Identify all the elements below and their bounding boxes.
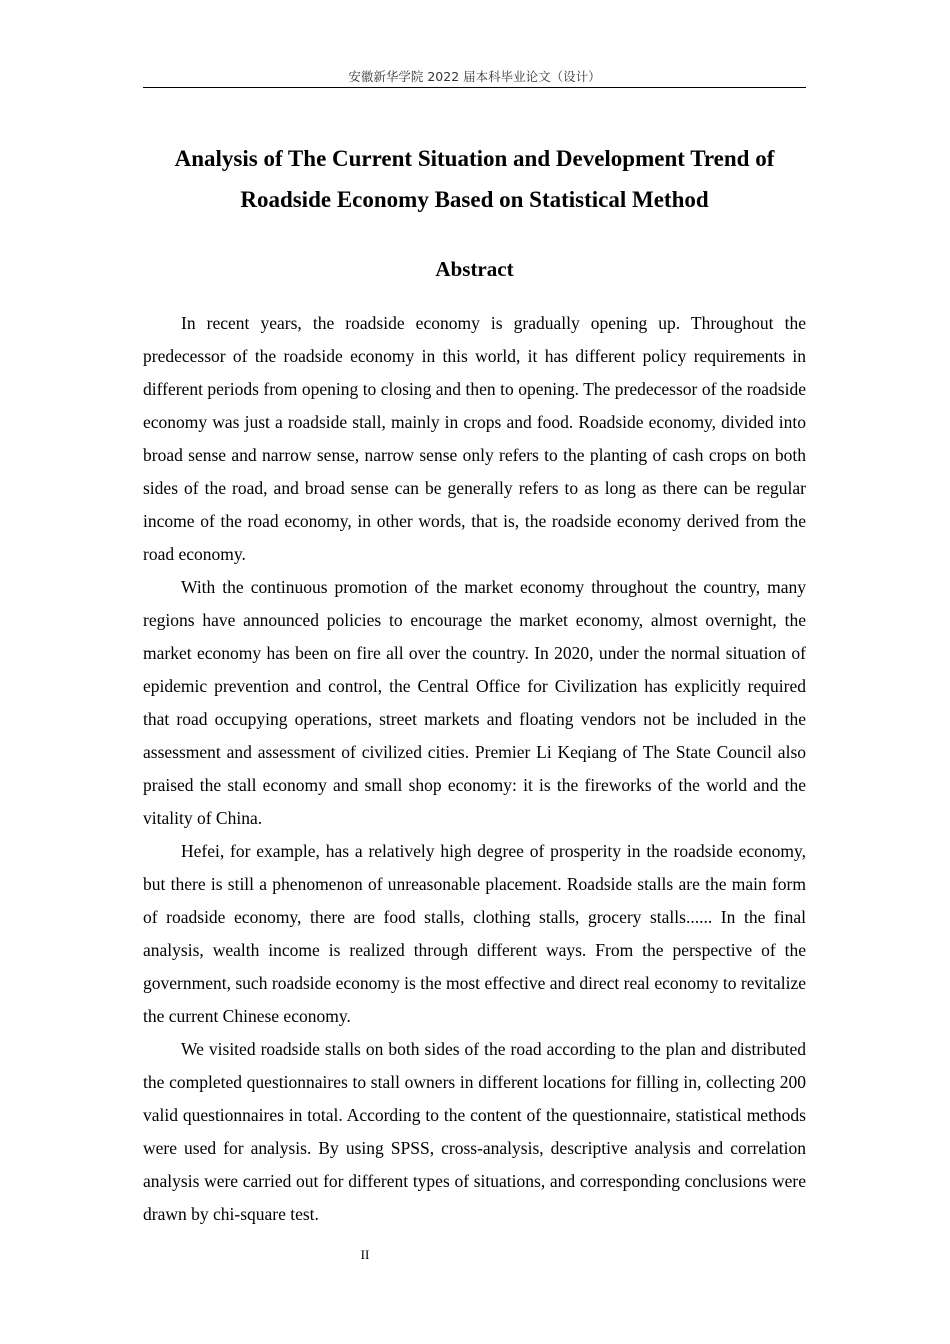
paper-title-line-2: Roadside Economy Based on Statistical Method xyxy=(240,187,709,212)
abstract-heading: Abstract xyxy=(435,257,514,281)
page-number: II xyxy=(360,1247,370,1262)
abstract-paragraph: We visited roadside stalls on both sides of the road according to the plan and distributed the completed questionnaires to stall owners in different locations for filling in, collecting 200 valid questionnaires in total. According to the content of the questionnaire, statistical methods were used for analysis. By using SPSS, cross-analysis, descriptive analysis and correlation analysis were carried out for different types of situations, and corresponding conclusions were drawn by chi-square test. xyxy=(143,1039,806,1224)
paper-title-line-1: Analysis of The Current Situation and Development Trend of xyxy=(174,146,775,171)
abstract-paragraph: With the continuous promotion of the market economy throughout the country, many regions have announced policies to encourage the market economy, almost overnight, the market economy has been on fire all over the country. In 2020, under the normal situation of epidemic prevention and control, the Central Office for Civilization has explicitly required that road occupying operations, street markets and floating vendors not be included in the assessment and assessment of civilized cities. Premier Li Keqiang of The State Council also praised the stall economy and small shop economy: it is the fireworks of the world and the vitality of China. xyxy=(143,577,806,828)
abstract-paragraph: In recent years, the roadside economy is gradually opening up. Throughout the predecessor of the roadside economy in this world, it has different policy requirements in different periods from opening to closing and then to opening. The predecessor of the roadside economy was just a roadside stall, mainly in crops and food. Roadside economy, divided into broad sense and narrow sense, narrow sense only refers to the planting of cash crops on both sides of the road, and broad sense can be generally refers to as long as there can be regular income of the road economy, in other words, that is, the roadside economy derived from the road economy. xyxy=(143,313,806,564)
paper-title xyxy=(143,138,806,220)
abstract-paragraph: Hefei, for example, has a relatively high degree of prosperity in the roadside economy, but there is still a phenomenon of unreasonable placement. Roadside stalls are the main form of roadside economy, there are food stalls, clothing stalls, grocery stalls...... In the final analysis, wealth income is realized through different ways. From the perspective of the government, such roadside economy is the most effective and direct real economy to revitalize the current Chinese economy. xyxy=(143,841,806,1026)
abstract-body xyxy=(143,307,806,1231)
running-header: 安徽新华学院 2022 届本科毕业论文（设计） xyxy=(143,66,806,88)
